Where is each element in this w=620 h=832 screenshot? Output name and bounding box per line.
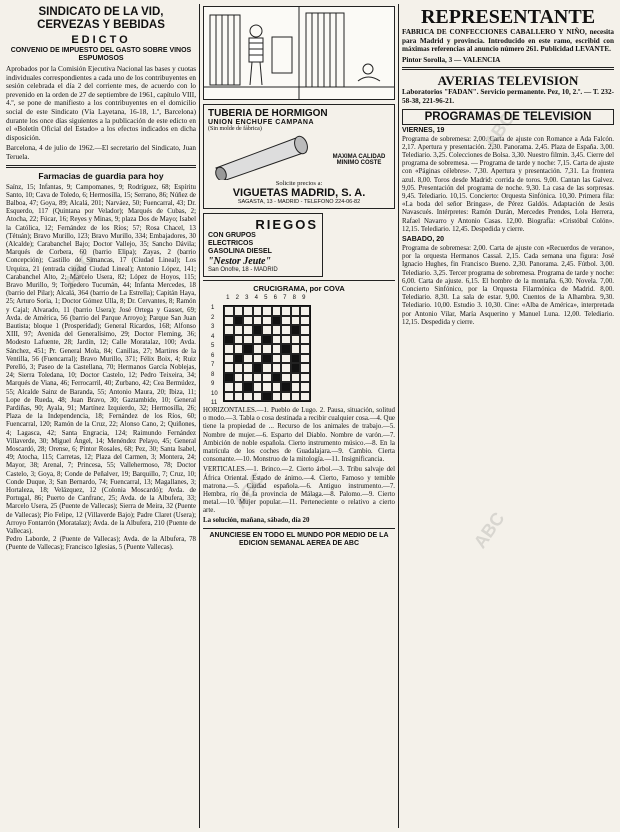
crossword-cell <box>300 373 310 383</box>
representative-title: REPRESENTANTE <box>420 6 596 28</box>
crossword-cell <box>272 363 282 373</box>
column-rule <box>199 4 200 828</box>
crossword-cell <box>281 325 291 335</box>
cartoon-drawing <box>204 7 394 99</box>
abc-weekly-ad: ANUNCIESE EN TODO EL MUNDO POR MEDIO DE LA EDICION SEMANAL AEREA DE ABC <box>209 531 389 547</box>
crossword-row-number: 10 <box>211 390 218 397</box>
crossword-cell <box>272 306 282 316</box>
divider <box>203 528 395 529</box>
crossword-cell <box>253 373 263 383</box>
crossword-black-cell <box>253 363 263 373</box>
crossword-cell <box>262 325 272 335</box>
crossword-black-cell <box>262 354 272 364</box>
crossword-cell <box>281 316 291 326</box>
crossword-cell <box>224 363 234 373</box>
ad-pipes-quality: MAXIMA CALIDAD MINIMO COSTE <box>332 154 386 166</box>
crossword-col-number: 1 <box>226 295 230 301</box>
crossword-cell <box>253 335 263 345</box>
divider <box>6 165 196 168</box>
crossword-cell <box>243 392 253 402</box>
crossword-cell <box>291 392 301 402</box>
crossword-black-cell <box>243 382 253 392</box>
crossword-cell <box>291 373 301 383</box>
ad-pipes-company: VIGUETAS MADRID, S. A. <box>232 187 366 199</box>
crossword-row-number: 5 <box>211 343 215 349</box>
crossword-cell <box>300 306 310 316</box>
ad-irrigation <box>203 213 323 277</box>
crossword-column-numbers <box>223 295 309 301</box>
crossword-cell <box>272 354 282 364</box>
crossword-black-cell <box>262 335 272 345</box>
crossword-black-cell <box>234 316 244 326</box>
crossword-vertical-clues: VERTICALES.—1. Brinco.—2. Cierto árbol.—3. Tribu salvaje del África Oriental. Estado de ánimo.—4. Cierto, Famoso y temible matrona.—5. Ciudad española.—6. Antiguo instrumento.—7. Hembra, río de la provincia de Málaga.—8. Palomo.—9. Cierto metal.—10. Mujer popular.—11. Perteneciente o relativo a cierto arte. <box>203 466 395 515</box>
crossword-col-number: 4 <box>254 295 258 301</box>
crossword-cell <box>281 306 291 316</box>
edict-signature: Barcelona, 4 de julio de 1962.—El secretario del Sindicato, Juan Teruela. <box>6 144 196 161</box>
edict-subtitle: CONVENIO DE IMPUESTO DEL GASTO SOBRE VINOS ESPUMOSOS <box>10 47 192 62</box>
crossword-cell <box>253 316 263 326</box>
crossword-black-cell <box>291 354 301 364</box>
divider <box>203 280 395 281</box>
tv-schedule-saturday: Programa de sobremesa: 2,00. Carta de ajuste con «Recuerdos de verano», por la orquesta Hermanos Cassal. 2,15. Cada semana una figura: José Ignacio Hughes, fin Francisco Bueno. 2,30. Panorama. 2,45. Fútbol. 3,00. Telediario. 3,25. Tercer programa de sobremesa. Programa de tarde y noche: 6,00. Carta de ajuste. 6,15. El hombre de la montaña. 6,30. Novela. 7,00. Concierto Sinfónico, por la Orquesta Filarmónica de Madrid. 8,00. Telediario. 8,30. La sala de estar. 9,00. Cuentos de la Alhambra. 9,30. Telediario. 10,00. Estudio 3. 10,30. Cine: «Alba de América», interpretada por Antonio Vilar, María Asquerino y Manuel Luna. 12,00. Telediario. 12,15. Despedida y cierre. <box>402 245 614 326</box>
crossword-cell <box>234 363 244 373</box>
crossword-cell <box>234 382 244 392</box>
crossword-cell <box>300 335 310 345</box>
crossword-cell <box>224 392 234 402</box>
crossword-cell <box>243 316 253 326</box>
crossword-cell <box>234 325 244 335</box>
crossword-solution-note: La solución, mañana, sábado, día 20 <box>203 516 310 524</box>
crossword-cell <box>281 373 291 383</box>
crossword-row-number: 1 <box>211 305 215 311</box>
tv-schedule-friday: Programa de sobremesa: 2,00. Carta de ajuste con Romance a Ada Falcón. 2,17. Apertura y presentación. 2,30. Panorama. 2,45. Plaza de España. 3,00. Telediario. 3,25. Colecciones de Bolsa. 3,30. Nuestro filmin. 3,45. Cierre del programa de sobremesa. — Programa de tarde y noche: 7,15. Carta de ajuste con «Páginas célebres». 7,30. Apertura y presentación. 7,31. La frontera azul. 8,00. Toros desde Madrid: corrida de toros. 9,00. Cantan las Galvez. 9,05. Presentación del programa de noche. 9,30. La casa de las sorpresas. 9,45. Telediario. 10,15. Concierto: Orquesta Sinfónica. 10,30. Primera fila: «La boda del señor Bringas», de Pérez Galdós. Adaptación de Jesús Navascués. Intérpretes: Ramón Durán, Mercedes Prendes, Lola Herrera, Rafael Navarro y Antonio Casas. 12,00. Biografía: «Cristóbal Colón». 12,15. Telediario. 12,45. Despedida y cierre. <box>402 135 614 233</box>
ad-pipes-note: (Sin molde de fábrica) <box>208 126 262 132</box>
crossword-row-numbers <box>211 305 218 410</box>
crossword-cell <box>262 382 272 392</box>
crossword-cell <box>291 382 301 392</box>
union-title: SINDICATO DE LA VID, CERVEZAS Y BEBIDAS <box>37 6 165 31</box>
crossword-title: CRUCIGRAMA, por COVA <box>253 284 345 293</box>
ad-irrigation-brand: "Nestor Jeute" <box>208 256 272 267</box>
crossword-black-cell <box>272 316 282 326</box>
crossword-cell <box>253 344 263 354</box>
crossword-black-cell <box>281 382 291 392</box>
crossword-cell <box>272 382 282 392</box>
crossword-cell <box>253 354 263 364</box>
crossword-col-number: 2 <box>235 295 239 301</box>
crossword-cell <box>234 392 244 402</box>
crossword-cell <box>224 344 234 354</box>
ad-irrigation-line3: GASOLINA DIESEL <box>208 248 272 255</box>
crossword-col-number: 6 <box>273 295 277 301</box>
crossword-cell <box>243 363 253 373</box>
crossword-black-cell <box>224 373 234 383</box>
ad-pipes-subtitle: UNION ENCHUFE CAMPANA <box>208 119 315 126</box>
crossword-black-cell <box>281 344 291 354</box>
crossword-cell <box>224 306 234 316</box>
crossword-cell <box>281 392 291 402</box>
column-right <box>402 0 614 832</box>
crossword-black-cell <box>291 325 301 335</box>
watermark: ABC <box>469 508 509 552</box>
crossword-cell <box>262 344 272 354</box>
crossword-black-cell <box>243 344 253 354</box>
crossword-black-cell <box>262 392 272 402</box>
cartoon-strip <box>203 6 395 100</box>
crossword-cell <box>234 335 244 345</box>
crossword-black-cell <box>224 335 234 345</box>
representative-body: FABRICA DE CONFECCIONES CABALLERO Y NIÑO, necesita para Madrid y provincia. Introducido en este ramo, escribid con máximas referencias al anuncio número 261. Publicidad LEVANTE. <box>402 28 614 54</box>
ad-irrigation-line1: CON GRUPOS <box>208 232 256 239</box>
crossword-cell <box>243 306 253 316</box>
crossword-cell <box>262 373 272 383</box>
crossword-cell <box>253 392 263 402</box>
crossword-black-cell <box>272 373 282 383</box>
tv-day-saturday: SABADO, 20 <box>402 236 445 243</box>
crossword-cell <box>291 316 301 326</box>
crossword-black-cell <box>291 363 301 373</box>
ad-irrigation-place: San Onofre, 18 - MADRID <box>208 267 278 273</box>
crossword-cell <box>253 306 263 316</box>
crossword-cell <box>300 354 310 364</box>
crossword-row-number: 8 <box>211 371 215 378</box>
watermark: ABC <box>229 468 269 512</box>
crossword-cell <box>272 325 282 335</box>
crossword-row-number: 4 <box>211 333 215 340</box>
pharmacies-closing: Pedro Laborde, 2 (Puente de Vallecas); Avda. de la Albufera, 78 (Puente de Vallecas); Francisco Iglesias, 5 (Puente Vallecas). <box>6 536 196 552</box>
crossword-row-number: 9 <box>211 381 215 387</box>
crossword-cell <box>272 392 282 402</box>
crossword-cell <box>243 335 253 345</box>
crossword-cell <box>300 344 310 354</box>
tv-repairs-title: AVERIAS TELEVISION <box>437 73 579 89</box>
tv-programs-header <box>402 109 614 125</box>
crossword-cell <box>253 382 263 392</box>
ad-irrigation-title: RIEGOS <box>255 217 318 232</box>
crossword-cell <box>291 344 301 354</box>
crossword-col-number: 8 <box>292 295 296 301</box>
watermark: ABC <box>479 108 519 152</box>
crossword-row-number: 11 <box>211 400 218 406</box>
crossword-cell <box>262 306 272 316</box>
crossword-grid-area <box>211 295 309 405</box>
crossword-cell <box>243 325 253 335</box>
crossword-cell <box>262 316 272 326</box>
crossword-cell <box>300 316 310 326</box>
crossword-cell <box>234 344 244 354</box>
crossword-cell <box>300 363 310 373</box>
crossword-cell <box>281 335 291 345</box>
crossword-cell <box>234 306 244 316</box>
crossword-grid <box>223 305 311 402</box>
crossword-row-number: 3 <box>211 324 215 330</box>
ad-pipes-request: Solicite precios a: <box>275 180 323 187</box>
divider <box>402 67 614 70</box>
ad-pipes-title: TUBERIA DE HORMIGON <box>208 108 328 119</box>
crossword-cell <box>224 382 234 392</box>
edict-body: Aprobados por la Comisión Ejecutiva Nacional las bases y cuotas individuales correspondientes a cada uno de los contribuyentes en sesión celebrada el día 2 del corriente mes, de acuerdo con lo prevenido en la orden de 27 de septiembre de 1961, capítulo VIII, 4.º, se pone de manifiesto a los contribuyentes en el domicilio social de este Sindicato (Vía Layetana, 16-18, 1.º, Barcelona) durante los once días siguientes a la publicación de este edicto en el «Boletín Oficial del Estado» a los efectos indicados en dicha disposición. <box>6 65 196 142</box>
crossword-cell <box>224 354 234 364</box>
crossword-cell <box>272 344 282 354</box>
watermark: ABC <box>59 248 99 292</box>
tv-repairs-body: Laboratorios "FADAN". Servicio permanente. Pez, 10, 2.º. — T. 232-58-38, 221-96-21. <box>402 88 614 105</box>
crossword-col-number: 9 <box>302 295 306 301</box>
crossword-cell <box>300 382 310 392</box>
representative-address: Pintor Sorolla, 3 — VALENCIA <box>402 55 501 64</box>
crossword-cell <box>281 363 291 373</box>
crossword-cell <box>243 354 253 364</box>
tv-day-friday: VIERNES, 19 <box>402 126 445 134</box>
crossword-row-number: 6 <box>211 352 215 359</box>
crossword-black-cell <box>234 354 244 364</box>
column-left <box>6 0 196 832</box>
ad-concrete-pipes <box>203 104 395 209</box>
crossword-col-number: 3 <box>245 295 249 301</box>
crossword-cell <box>262 363 272 373</box>
ad-pipes-address: SAGASTA, 13 - MADRID - TELEFONO 224-06-82 <box>237 199 361 205</box>
crossword-row-number: 7 <box>211 362 215 368</box>
crossword-col-number: 7 <box>283 295 287 301</box>
crossword-cell <box>291 306 301 316</box>
tv-programs-title: PROGRAMAS DE TELEVISION <box>424 110 592 123</box>
crossword-cell <box>243 373 253 383</box>
crossword-col-number: 5 <box>264 295 268 301</box>
crossword-row-number: 2 <box>211 314 215 321</box>
column-rule <box>398 4 399 828</box>
crossword-cell <box>300 392 310 402</box>
crossword-cell <box>272 335 282 345</box>
pharmacies-title: Farmacias de guardia para hoy <box>38 170 164 181</box>
crossword-cell <box>281 354 291 364</box>
crossword-cell <box>300 325 310 335</box>
crossword-cell <box>291 335 301 345</box>
crossword-black-cell <box>253 325 263 335</box>
ad-irrigation-line2: ELECTRICOS <box>208 240 254 247</box>
crossword-cell <box>224 316 234 326</box>
column-middle <box>203 0 395 832</box>
pharmacies-list: Saínz, 15; Infantas, 9; Campomanes, 9; Rodríguez, 68; Espíritu Santo, 10; Cava de Toledo, 6; Hermosilla, 15; Serrano, 86; Núñez de Balboa, 47; Goya, 89; Alcalá, 201; Narváez, 50; Fuencarral, 43; Dr. Esquerdo, 117 (Quintana por Velador); Marqués de Cubas, 2; Atocha, 22; Fúcar, 16; Reyes y Minas, 9; plaza Dos de Mayo; Isabel la Católica, 12; Fernández de los Ríos; 57; Rosa Chacel, 13 (Tétuán); Bravo Murillo, 123; Bravo Murillo, 334; Embajadores, 30 (Alcalde); Carabanchel Bajo; Doctor Vallejo, 35; Sancho Dávila; Marqués de Corbera, 60 (barrio Elipa); Zayas, 2 (barrio Concepción); Castillo de Simancas, 17 (Ciudad Lineal); Los Urquiza, 21 (entrada ciudad Ciudad Lineal); Antonio López, 141; Carabanchel Alto, 2; Marcelo Usera, 82; López de Hoyos, 115; Bravo Murillo, 9; Torpedero Tucumán, 44; Infanta Mercedes, 18 (barrio del Pilar); Alcalá, 364 (barrio de La Estrella); Capitán Haya, 25; Arturo Soria, 1; Doctor Gómez Ulla, 8; Dr. Cervantes, 8; Ramón y Cajal; Alvarado, 11 (barrio Usera); José Ortega y Gasset, 69; Avda. de América, 56 (barrio del Parque Arroyo); Parque San Juan Bautista; bloque 1 (Prosperidad); General Ricardos, 168; Alfonso XIII, 97; Avenida del Generalísimo, 29; Doctor Fleming, 36; Modesto Lafuente, 28; Jardín, 12; Calle Moratalaz, 100; Avda. Sánchez, 451; Pr. General Mola, 84; Canillas, 27; Martires de la Ventilla, 56 (Fuencarral); Bravo Murillo, 371; Félix Boix, 4; Ruiz Perelló, 3; Paseo de la Castellana, 70; Hermanos García Noblejas, 24; Sierra Toledana, 10; Doctor Castelo, 12; Pedro Teixeira, 34; Marqués de Viana, 46; Ferrocarril, 40; Zurbano, 42; Cea Bermúdez, 55; Alcalde Sainz de Baranda, 55; Antonio Maura, 20; Ibiza, 11; Lope de Rueda, 48; Juan Bravo, 30; Gaztambide, 10; General Pardiñas, 90; Ayala, 91; Martínez Izquierdo, 32; Hermosilla, 26; Plaza de la Independencia, 18; Fernández de los Ríos, 60; Fuencarral, 120; Ramón de la Cruz, 22; Alonso Cano, 2; Quiñones, 4; Lagasca, 42; Santa Engracia, 124; Raimundo Fernández Villaverde, 30; Miguel Ángel, 14; Menéndez Pelayo, 45; General Moscardó, 28; Orense, 6; Pintor Rosales, 68; Pez, 30; Santa Isabel, 49; Atocha, 115; Carretas, 12; Plaza del Carmen, 3; Montera, 24; Mayor, 38; Arenal, 7; Princesa, 55; Vallehermoso, 78; Doctor Castelo, 3; Goya, 8; Conde de Peñalver, 19; Barquillo, 7; Cruz, 10; Conde Duque, 3; San Bernardo, 74; Fuencarral, 13; Magallanes, 3; Hortaleza, 18; Velázquez, 12 (Colonia Moscardó); Avda. de Portugal, 86; Puerto de Canfranc, 25; Avda. de la Albufera, 33; Marcelo Usera, 25 (Puente de Vallecas); Sierra de Meira, 32 (Puente de Vallecas); Pío Felipe, 12 (Villaverde Bajo); Padre Claret (Usera); Arroyo Fontarrón (Moratalaz); Avda. de la Albufera, 210 (Puente de Vallecas). <box>6 183 196 536</box>
crossword-cell <box>234 373 244 383</box>
pipe-illustration <box>208 132 328 180</box>
crossword-cell <box>224 325 234 335</box>
edict-title: EDICTO <box>71 34 131 46</box>
crossword-horizontal-clues: HORIZONTALES.—1. Pueblo de Lugo. 2. Pausa, situación, solitud o modo.—3. Tabla o cosa destinada a recibir cualquier cosa.—4. Que tiene la propiedad de ... Recurso de los animales de trabajo.—5. Nombre de mujer.—6. Esparto del Diablo. Nombre de varón.—7. Ambición de noble española. Cierto instrumento músico.—8. En la matrícula de los coches de Guadalajara.—9. Cambio. Cierta consonante.—10. Monstruo de la mitología.—11. Insignificancia. <box>203 407 395 464</box>
